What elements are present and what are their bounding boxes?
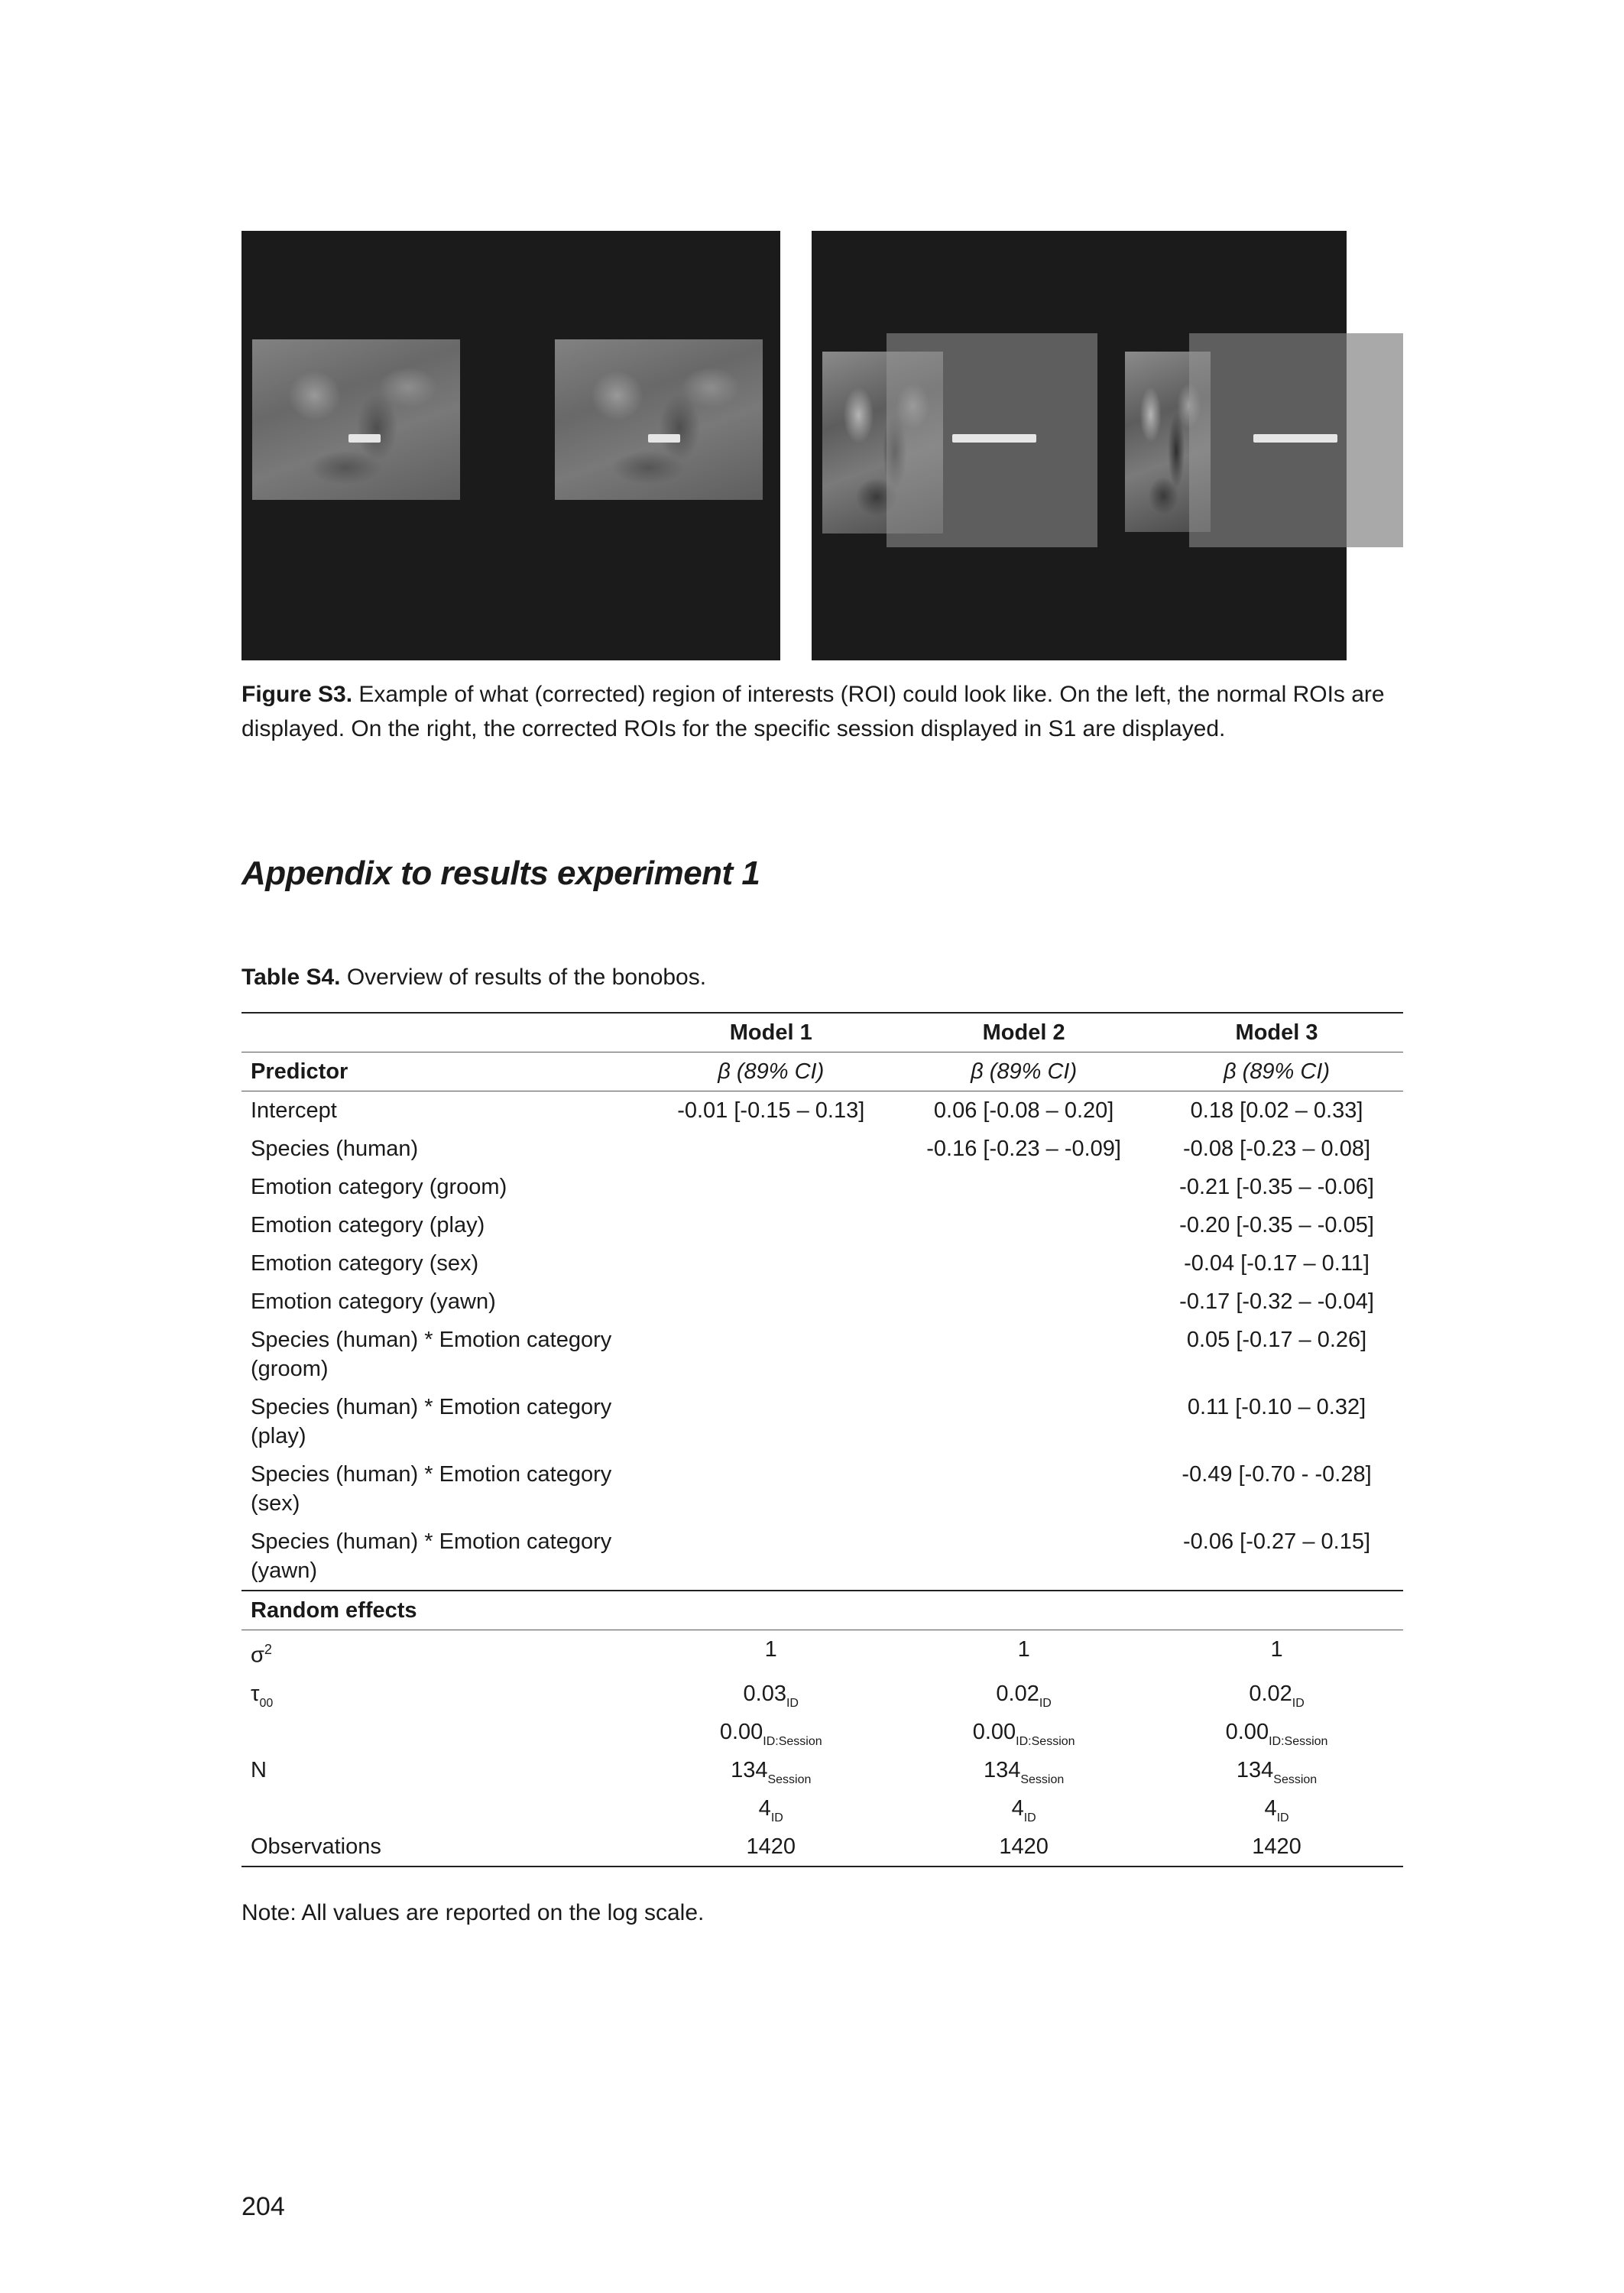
model-1-cell: [644, 1713, 897, 1751]
tau-row: [241, 1675, 1403, 1713]
model-3-cell: [1150, 1675, 1403, 1713]
model-3-cell: 0.05 [-0.17 – 0.26]: [1186, 1328, 1367, 1352]
table-title: [241, 965, 706, 991]
n-id-value: 4: [758, 1795, 771, 1821]
session-subscript: Session: [767, 1772, 812, 1786]
random-effects-header: Random effects: [241, 1591, 644, 1630]
model-2-cell: 0.06 [-0.08 – 0.20]: [933, 1098, 1114, 1123]
tau-subscript: 00: [259, 1696, 274, 1710]
predictor-cell: Emotion category (sex): [251, 1251, 479, 1276]
table-row: [241, 1130, 1403, 1168]
id-session-subscript: ID:Session: [763, 1734, 822, 1748]
table-row: [241, 1244, 1403, 1283]
model-2-cell: [897, 1751, 1150, 1789]
id-subscript: ID: [1039, 1696, 1052, 1710]
model-3-cell: -0.20 [-0.35 – -0.05]: [1179, 1213, 1374, 1237]
model-3-cell: -0.06 [-0.27 – 0.15]: [1183, 1529, 1371, 1554]
table-row: [241, 1321, 1403, 1388]
tau-session-value: 0.00: [1225, 1719, 1269, 1744]
model-3-header: Model 3: [1150, 1013, 1403, 1052]
model-1-cell: [644, 1244, 897, 1283]
tau-symbol: τ: [251, 1681, 260, 1706]
beta-header: β (89% CI): [1150, 1052, 1403, 1091]
empty-cell: [1150, 1591, 1403, 1630]
id-subscript: ID: [1276, 1811, 1289, 1824]
model-1-cell: [644, 1283, 897, 1321]
page-number: 204: [241, 2192, 285, 2221]
model-3-cell: -0.04 [-0.17 – 0.11]: [1184, 1251, 1370, 1276]
model-3-cell: [1150, 1789, 1403, 1828]
model-3-cell: 1420: [1150, 1828, 1403, 1867]
model-1-cell: [644, 1455, 897, 1523]
figure-label: Figure S3.: [241, 682, 353, 707]
id-subscript: ID: [786, 1696, 799, 1710]
table-row: [241, 1168, 1403, 1206]
n-row: [241, 1751, 1403, 1789]
table-row: [241, 1091, 1403, 1130]
predictor-cell: Emotion category (groom): [251, 1175, 507, 1199]
random-effects-header-row: [241, 1591, 1403, 1630]
tau-id-value: 0.02: [1249, 1681, 1292, 1706]
model-3-cell: -0.08 [-0.23 – 0.08]: [1183, 1137, 1371, 1161]
roi-tag-right: [648, 434, 680, 443]
predictor-header: Predictor: [241, 1052, 644, 1091]
model-1-cell: 1420: [644, 1828, 897, 1867]
predictor-cell: Species (human) * Emotion category (play): [251, 1395, 612, 1448]
sigma-label: [241, 1630, 644, 1675]
n-id-value: 4: [1011, 1795, 1024, 1821]
sigma-superscript: 2: [264, 1642, 272, 1657]
figure-panel-normal-roi: [241, 231, 780, 660]
roi-tag-right: [1253, 434, 1337, 443]
model-3-cell: -0.17 [-0.32 – -0.04]: [1179, 1289, 1374, 1314]
model-2-cell: [897, 1206, 1150, 1244]
table-row: [241, 1283, 1403, 1321]
model-2-cell: [897, 1455, 1150, 1523]
model-2-cell: 1: [1017, 1637, 1030, 1662]
model-1-cell: [644, 1523, 897, 1591]
model-1-cell: -0.01 [-0.15 – 0.13]: [677, 1098, 865, 1123]
model-2-cell: -0.16 [-0.23 – -0.09]: [926, 1137, 1121, 1161]
id-subscript: ID: [1023, 1811, 1036, 1824]
tau-session-row: [241, 1713, 1403, 1751]
sigma-row: [241, 1630, 1403, 1675]
tau-session-value: 0.00: [719, 1719, 763, 1744]
roi-overlay-left: [252, 339, 460, 500]
model-1-cell: [644, 1388, 897, 1455]
n-id-row: [241, 1789, 1403, 1828]
model-1-cell: [644, 1321, 897, 1388]
tau-label: [241, 1675, 644, 1713]
model-1-cell: [644, 1751, 897, 1789]
id-session-subscript: ID:Session: [1269, 1734, 1328, 1748]
table-note: Note: All values are reported on the log scale.: [241, 1900, 705, 1925]
id-subscript: ID: [770, 1811, 783, 1824]
roi-overlay-right: [555, 339, 763, 500]
predictor-cell: Species (human): [251, 1137, 419, 1161]
model-3-cell: 0.11 [-0.10 – 0.32]: [1187, 1395, 1366, 1419]
predictor-cell: Emotion category (yawn): [251, 1289, 496, 1314]
model-2-header: Model 2: [897, 1013, 1150, 1052]
model-2-cell: [897, 1244, 1150, 1283]
table-row: [241, 1523, 1403, 1591]
figure-panel-corrected-roi: [812, 231, 1347, 660]
results-table: [241, 1012, 1403, 1867]
observations-row: [241, 1828, 1403, 1867]
empty-header-cell: [241, 1013, 644, 1052]
model-3-cell: -0.49 [-0.70 - -0.28]: [1182, 1462, 1372, 1487]
session-subscript: Session: [1273, 1772, 1318, 1786]
empty-cell: [897, 1591, 1150, 1630]
model-2-cell: [897, 1713, 1150, 1751]
empty-cell: [241, 1789, 644, 1828]
n-label: N: [251, 1757, 267, 1782]
figure-caption-text: Example of what (corrected) region of interests (ROI) could look like. On the left, the normal ROIs are displayed. On the right, the corrected ROIs for the specific session displayed in S1 are displayed.: [241, 682, 1385, 741]
figure-caption: [241, 677, 1403, 746]
roi-tag-left: [348, 434, 381, 443]
predictor-cell: Intercept: [251, 1098, 337, 1123]
model-3-cell: [1150, 1751, 1403, 1789]
predictor-cell: Emotion category (play): [251, 1213, 485, 1237]
model-2-cell: [897, 1675, 1150, 1713]
model-3-cell: 1: [1270, 1637, 1283, 1662]
predictor-cell: Species (human) * Emotion category (sex): [251, 1462, 612, 1516]
tau-id-value: 0.02: [996, 1681, 1039, 1706]
model-1-cell: [644, 1130, 897, 1168]
table-title-text: Overview of results of the bonobos.: [340, 965, 707, 990]
table-header-columns: [241, 1052, 1403, 1091]
model-2-cell: [897, 1321, 1150, 1388]
model-3-cell: [1150, 1713, 1403, 1751]
tau-id-value: 0.03: [743, 1681, 786, 1706]
table-row: [241, 1206, 1403, 1244]
model-2-cell: [897, 1388, 1150, 1455]
model-1-cell: [644, 1675, 897, 1713]
empty-cell: [241, 1713, 644, 1751]
observations-label: Observations: [241, 1828, 644, 1867]
beta-header: β (89% CI): [644, 1052, 897, 1091]
table-label: Table S4.: [241, 965, 341, 990]
beta-header: β (89% CI): [897, 1052, 1150, 1091]
model-2-cell: [897, 1523, 1150, 1591]
table-row: [241, 1455, 1403, 1523]
predictor-cell: Species (human) * Emotion category (yawn): [251, 1529, 612, 1583]
model-1-header: Model 1: [644, 1013, 897, 1052]
model-2-cell: [897, 1283, 1150, 1321]
id-session-subscript: ID:Session: [1016, 1734, 1075, 1748]
model-2-cell: [897, 1789, 1150, 1828]
model-3-cell: 0.18 [0.02 – 0.33]: [1190, 1098, 1363, 1123]
model-1-cell: [644, 1789, 897, 1828]
roi-overflow-strip: [1347, 333, 1403, 547]
model-2-cell: [897, 1168, 1150, 1206]
predictor-cell: Species (human) * Emotion category (groom): [251, 1328, 612, 1381]
sigma-symbol: σ: [251, 1643, 264, 1668]
model-1-cell: [644, 1168, 897, 1206]
table-row: [241, 1388, 1403, 1455]
tau-session-value: 0.00: [972, 1719, 1016, 1744]
roi-tag-left: [952, 434, 1036, 443]
model-3-cell: -0.21 [-0.35 – -0.06]: [1179, 1175, 1374, 1199]
n-session-value: 134: [1236, 1757, 1274, 1782]
model-1-cell: 1: [764, 1637, 777, 1662]
session-subscript: Session: [1020, 1772, 1065, 1786]
n-session-value: 134: [731, 1757, 768, 1782]
n-session-value: 134: [983, 1757, 1021, 1782]
section-heading: Appendix to results experiment 1: [241, 855, 760, 892]
empty-cell: [644, 1591, 897, 1630]
model-1-cell: [644, 1206, 897, 1244]
n-id-value: 4: [1264, 1795, 1277, 1821]
id-subscript: ID: [1292, 1696, 1305, 1710]
table-header-models: [241, 1013, 1403, 1052]
model-2-cell: 1420: [897, 1828, 1150, 1867]
